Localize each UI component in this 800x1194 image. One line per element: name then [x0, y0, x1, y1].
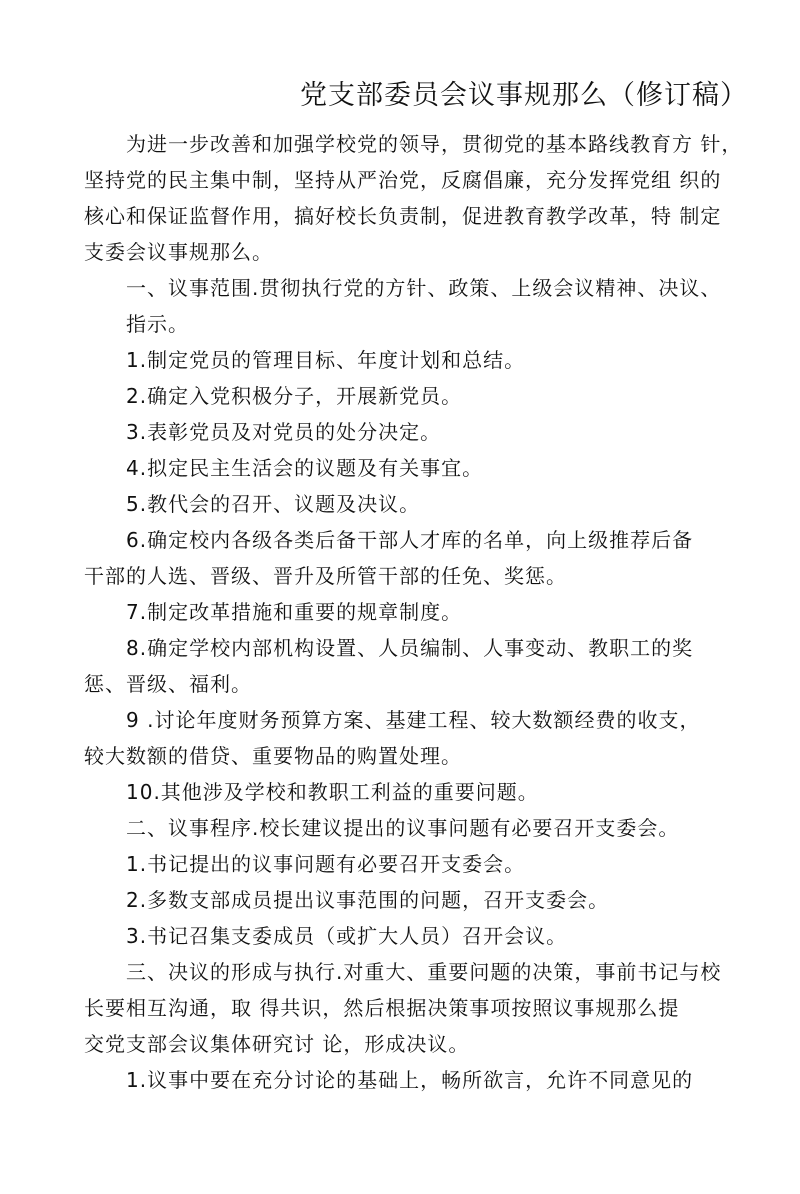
- list-item: 1.书记提出的议事问题有必要召开支委会。: [126, 852, 526, 876]
- list-item: 10.其他涉及学校和教职工利益的重要问题。: [126, 780, 539, 804]
- list-item: 6.确定校内各级各类后备干部人才库的名单，向上级推荐后备: [126, 528, 694, 552]
- list-item: 5.教代会的召开、议题及决议。: [126, 492, 421, 516]
- list-item: 9 .讨论年度财务预算方案、基建工程、较大数额经费的收支，: [126, 708, 701, 732]
- paragraph-line: 核心和保证监督作用，搞好校长负责制，促进教育教学改革，特 制定: [84, 204, 722, 228]
- paragraph-line: 交党支部会议集体研究讨 论，形成决议。: [84, 1032, 470, 1056]
- list-item: 2.多数支部成员提出议事范围的问题，召开支委会。: [126, 888, 610, 912]
- list-item: 8.确定学校内部机构设置、人员编制、人事变动、教职工的奖: [126, 636, 694, 660]
- paragraph-line: 指示。: [126, 312, 189, 336]
- section-heading-line: 三、决议的形成与执行.对重大、重要问题的决策，事前书记与校: [126, 960, 722, 984]
- document-title: 党支部委员会议事规那么（修订稿）: [300, 80, 748, 111]
- list-item-continuation: 惩、晋级、福利。: [84, 672, 252, 696]
- section-heading-line: 一、议事范围.贯彻执行党的方针、政策、上级会议精神、决议、: [126, 276, 722, 300]
- list-item: 7.制定改革措施和重要的规章制度。: [126, 600, 463, 624]
- section-heading-line: 二、议事程序.校长建议提出的议事问题有必要召开支委会。: [126, 816, 680, 840]
- paragraph-line: 坚持党的民主集中制，坚持从严治党，反腐倡廉，充分发挥党组 织的: [84, 168, 722, 192]
- list-item-continuation: 干部的人选、晋级、晋升及所管干部的任免、奖惩。: [84, 564, 567, 588]
- list-item: 1.议事中要在充分讨论的基础上，畅所欲言，允许不同意见的: [126, 1068, 694, 1092]
- paragraph-line: 长要相互沟通，取 得共识，然后根据决策事项按照议事规那么提: [84, 996, 680, 1020]
- list-item: 3.书记召集支委成员（或扩大人员）召开会议。: [126, 924, 568, 948]
- paragraph-line: 为进一步改善和加强学校党的领导，贯彻党的基本路线教育方 针，: [126, 132, 743, 156]
- list-item: 4.拟定民主生活会的议题及有关事宜。: [126, 456, 484, 480]
- paragraph-line: 支委会议事规那么。: [84, 240, 273, 264]
- list-item: 1.制定党员的管理目标、年度计划和总结。: [126, 348, 526, 372]
- list-item: 2.确定入党积极分子，开展新党员。: [126, 384, 463, 408]
- list-item: 3.表彰党员及对党员的处分决定。: [126, 420, 442, 444]
- list-item-continuation: 较大数额的借贷、重要物品的购置处理。: [84, 744, 462, 768]
